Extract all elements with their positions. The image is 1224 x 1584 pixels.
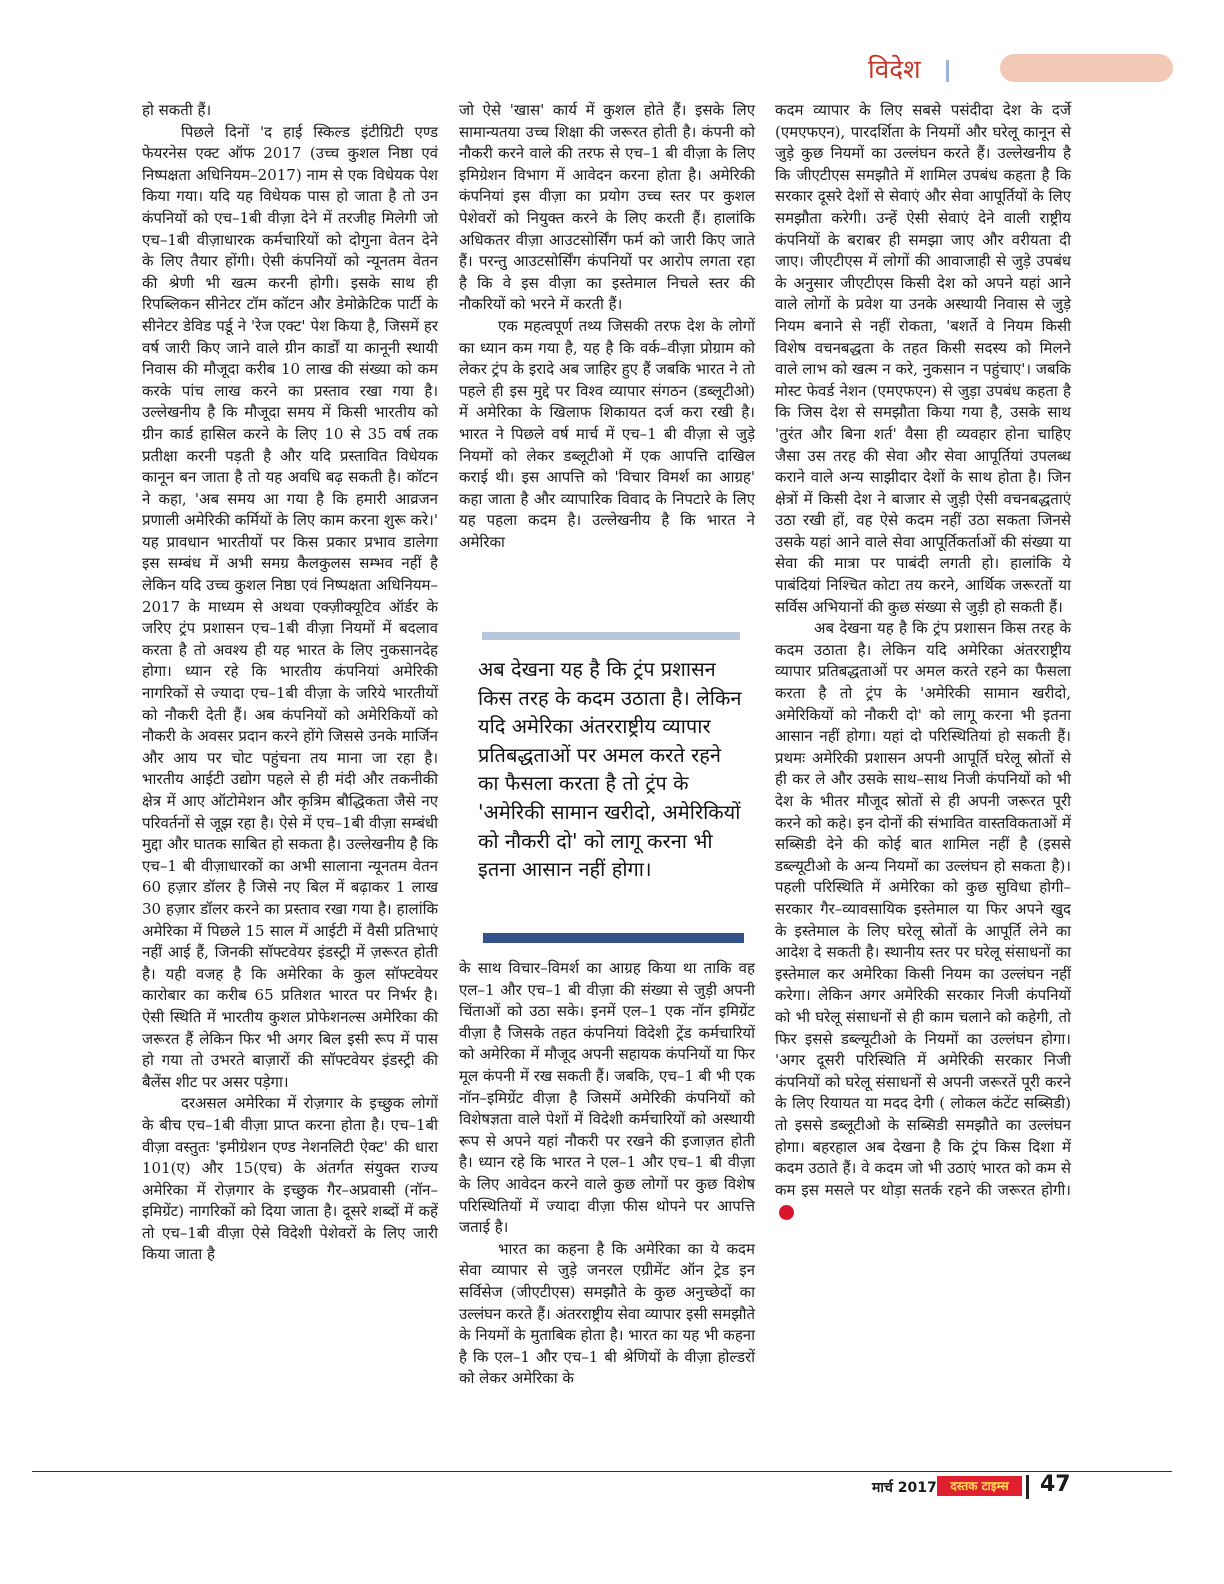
article-column-1 (142, 100, 438, 1455)
article-end-dot-icon (779, 1205, 794, 1220)
magazine-logo: दस्तक टाइम्स (937, 1476, 1022, 1496)
paragraph: जो ऐसे 'खास' कार्य में कुशल होते हैं। इसके लिए सामान्यतया उच्च शिक्षा की जरूरत होती है। कंपनी को नौकरी करने वाले की तरफ से एच–1 बी वीज़ा के लिए इमिग्रेशन विभाग में आवेदन करना होता है। अमेरिकी कंपनियां इस वीज़ा का प्रयोग उच्च स्तर पर कुशल पेशेवरों को नियुक्त करने के लिए करती हैं। हालांकि अधिकतर वीज़ा आउटसोर्सिंग फर्म को जारी किए जाते हैं। परन्तु आउटसोर्सिंग कंपनियों पर आरोप लगता रहा है कि वे इस वीज़ा का इस्तेमाल निचले स्तर की नौकरियों को भरने में करती हैं। (459, 101, 755, 314)
article-column-3 (775, 100, 1071, 1460)
paragraph: पिछले दिनों 'द हाई स्किल्ड इंटीग्रिटी एण्ड फेयरनेस एक्ट ऑफ 2017 (उच्च कुशल निष्ठा एवं निष्पक्षता अधिनियम–2017) नाम से एक विधेयक पेश किया गया। यदि यह विधेयक पास हो जाता है तो उन कंपनियों को एच–1बी वीज़ा देने में तरजीह मिलेगी जो एच–1बी वीज़ाधारक कर्मचारियों को दोगुना वेतन देने के लिए तैयार होंगी। ऐसी कंपनियों को न्यूनतम वेतन की श्रेणी भी खत्म करनी होगी। इसके साथ ही रिपब्लिकन सीनेटर टॉम कॉटन और डेमोक्रेटिक पार्टी के सीनेटर डेविड पर्डू ने 'रेज एक्ट' पेश किया है, जिसमें हर वर्ष जारी किए जाने वाले ग्रीन कार्डों या कानूनी स्थायी निवास की मौजूदा करीब 10 लाख की संख्या को कम करके पांच लाख करने का प्रस्ताव रखा गया है। उल्लेखनीय है कि मौजूदा समय में किसी भारतीय को ग्रीन कार्ड हासिल करने के लिए 10 से 35 वर्ष तक प्रतीक्षा करनी पड़ती है और यदि प्रस्तावित विधेयक कानून बन जाता है तो यह अवधि बढ़ सकती है। कॉटन ने कहा, 'अब समय आ गया है कि हमारी आव्रजन प्रणाली अमेरिकी कर्मियों के लिए काम करना शुरू करे।' यह प्रावधान भारतीयों पर किस प्रकार प्रभाव डालेगा इस सम्बंध में अभी समग्र कैलकुलस सम्भव नहीं है लेकिन यदि उच्च कुशल निष्ठा एवं निष्पक्षता अधिनियम–2017 के माध्यम से अथवा एक्ज़ीक्यूटिव ऑर्डर के जरिए ट्रंप प्रशासन एच–1बी वीज़ा नियमों में बदलाव करता है तो अवश्य ही यह भारत के लिए नुकसानदेह होगा। ध्यान रहे कि भारतीय कंपनियां अमेरिकी नागरिकों से ज्यादा एच–1बी वीज़ा के जरिये भारतीयों को नौकरी देती हैं। अब कंपनियों को अमेरिकियों को नौकरी के अवसर प्रदान करने होंगे जिससे उनके मार्जिन और आय पर चोट पहुंचना तय माना जा रहा है। भारतीय आईटी उद्योग पहले से ही मंदी और तकनीकी क्षेत्र में आए ऑटोमेशन और कृत्रिम बौद्धिकता जैसे नए परिवर्तनों से जूझ रहा है। ऐसे में एच–1बी वीज़ा सम्बंधी मुद्दा और घातक साबित हो सकता है। उल्लेखनीय है कि एच–1 बी वीज़ाधारकों का अभी सालाना न्यूनतम वेतन 60 हज़ार डॉलर है जिसे नए बिल में बढ़ाकर 1 लाख 30 हज़ार डॉलर करने का प्रस्ताव रखा गया है। हालांकि अमेरिका में पिछले 15 साल में आईटी में वैसी प्रतिभाएं नहीं आई हैं, जिनकी सॉफ्टवेयर इंडस्ट्री में ज़रूरत होती है। यही वजह है कि अमेरिका के कुल सॉफ्टवेयर कारोबार का करीब 65 प्रतिशत भारत पर निर्भर है। ऐसी स्थिति में भारतीय कुशल प्रोफेशनल्स अमेरिका की जरूरत हैं लेकिन फिर भी अगर बिल इसी रूप में पास हो गया तो उभरते बाज़ारों की सॉफ्टवेयर इंडस्ट्री की बैलेंस शीट पर असर पड़ेगा। (142, 122, 438, 1091)
paragraph: हो सकती हैं। (142, 101, 212, 119)
paragraph-text: अब देखना यह है कि ट्रंप प्रशासन किस तरह के कदम उठाता है। लेकिन यदि अमेरिका अंतरराष्ट्रीय व्यापार प्रतिबद्धताओं पर अमल करते रहने का फैसला करता है तो ट्रंप के 'अमेरिकी सामान खरीदो, अमेरिकियों को नौकरी दो' को लागू करना भी इतना आसान नहीं होगा। यहां दो परिस्थितियां हो सकती हैं। प्रथमः अमेरिकी प्रशासन अपनी आपूर्ति घरेलू स्रोतों से ही कर ले और उसके साथ–साथ निजी कंपनियों को भी देश के भीतर मौजूद स्रोतों से ही अपनी जरूरत पूरी करने को कहे। इन दोनों की संभावित वास्तविकताओं में सब्सिडी देने की कोई बात शामिल नहीं है (इससे डब्ल्यूटीओ के अन्य नियमों का उल्लंघन हो सकता है)। पहली परिस्थिति में अमेरिका को कुछ सुविधा होगी–सरकार गैर–व्यावसायिक इस्तेमाल या फिर अपने खुद के इस्तेमाल के लिए घरेलू स्रोतों के आपूर्ति लेने का आदेश दे सकती है। स्थानीय स्तर पर घरेलू संसाधनों का इस्तेमाल कर अमेरिका किसी नियम का उल्लंघन नहीं करेगा। लेकिन अगर अमेरिकी सरकार निजी कंपनियों को भी घरेलू संसाधनों से ही काम चलाने को कहेगी, तो फिर इससे डब्ल्यूटीओ के नियमों का उल्लंघन होगा। 'अगर दूसरी परिस्थिति में अमेरिकी सरकार निजी कंपनियों को घरेलू संसाधनों से अपनी जरूरतें पूरी करने के लिए रियायत या मदद देगी ( लोकल कंटेंट सब्सिडी) तो इससे डब्लूटीओ के सब्सिडी समझौते का उल्लंघन होगा। बहरहाल अब देखना है कि ट्रंप किस दिशा में कदम उठाते हैं। वे कदम जो भी उठाएं भारत को कम से कम इस मसले पर थोड़ा सतर्क रहने की जरूरत होगी। (775, 619, 1071, 1199)
section-divider (946, 60, 949, 82)
paragraph (775, 618, 1071, 1223)
article-column-2-bottom (459, 958, 755, 1456)
pull-quote: अब देखना यह है कि ट्रंप प्रशासन किस तरह के कदम उठाता है। लेकिन यदि अमेरिका अंतरराष्ट्रीय व्यापार प्रतिबद्धताओं पर अमल करते रहने का फैसला करता है तो ट्रंप के 'अमेरिकी सामान खरीदो, अमेरिकियों को नौकरी दो' को लागू करना भी इतना आसान नहीं होगा। (478, 657, 742, 882)
footer-separator (1026, 1475, 1029, 1499)
issue-date: मार्च 2017 (872, 1480, 937, 1496)
paragraph: के साथ विचार–विमर्श का आग्रह किया था ताकि वह एल–1 और एच–1 बी वीज़ा की संख्या से जुड़ी अपनी चिंताओं को उठा सके। इनमें एल–1 एक नॉन इमिग्रेंट वीज़ा है जिसके तहत कंपनियां विदेशी ट्रेंड कर्मचारियों को अमेरिका में मौजूद अपनी सहायक कंपनियों या फिर मूल कंपनी में रख सकती हैं। जबकि, एच–1 बी भी एक नॉन–इमिग्रेंट वीज़ा है जिसमें अमेरिकी कंपनियों को विशेषज्ञता वाले पेशों में विदेशी कर्मचारियों को अस्थायी रूप से अपने यहां नौकरी पर रखने की इजाज़त होती है। ध्यान रहे कि भारत ने एल–1 और एच–1 बी वीज़ा के लिए आवेदन करने वाले कुछ लोगों पर कुछ विशेष परिस्थितियों में ज्यादा वीज़ा फीस थोपने पर आपत्ति जताई है। (459, 959, 755, 1237)
page-number: 47 (1040, 1472, 1071, 1497)
paragraph: दरअसल अमेरिका में रोज़गार के इच्छुक लोगों के बीच एच–1बी वीज़ा प्राप्त करना होता है। एच–1बी वीज़ा वस्तुतः 'इमीग्रेशन एण्ड नेशनलिटी ऐक्ट' की धारा 101(ए) और 15(एच) के अंतर्गत संयुक्त राज्य अमेरिका में रोज़गार के इच्छुक गैर–अप्रवासी (नॉन–इमिग्रेंट) नागरिकों को दिया जाता है। दूसरे शब्दों में कहें तो एच–1बी वीज़ा ऐसे विदेशी पेशेवरों के लिए जारी किया जाता है (142, 1094, 438, 1264)
section-tag: विदेश (868, 55, 921, 85)
paragraph: कदम व्यापार के लिए सबसे पसंदीदा देश के दर्जे (एमएफएन), पारदर्शिता के नियमों और घरेलू कानून से जुड़े कुछ नियमों का उल्लंघन करते हैं। उल्लेखनीय है कि जीएटीएस समझौते में शामिल उपबंध कहता है कि सरकार दूसरे देशों से सेवाएं और सेवा आपूर्तियों के लिए समझौता करेगी। उन्हें ऐसी सेवाएं देने वाली राष्ट्रीय कंपनियों के बराबर ही समझा जाए और वरीयता दी जाए। जीएटीएस में लोगों की आवाजाही से जुड़े उपबंध के अनुसार जीएटीएस किसी देश को अपने यहां आने वाले लोगों के प्रवेश या उनके अस्थायी निवास से जुड़े नियम बनाने से नहीं रोकता, 'बशर्ते वे नियम किसी विशेष वचनबद्धता के तहत किसी सदस्य को मिलने वाले लाभ को खत्म न करे, नुकसान न पहुंचाए'। जबकि मोस्ट फेवर्ड नेशन (एमएफएन) से जुड़ा उपबंध कहता है कि जिस देश से समझौता किया गया है, उसके साथ 'तुरंत और बिना शर्त' वैसा ही व्यवहार होना चाहिए जैसा उस तरह की सेवा और सेवा आपूर्तियां उपलब्ध कराने वाले अन्य साझीदार देशों के साथ होता है। जिन क्षेत्रों में किसी देश ने बाजार से जुड़ी ऐसी वचनबद्धताएं उठा रखी हों, वह ऐसे कदम नहीं उठा सकता जिनसे उसके यहां आने वाले सेवा आपूर्तिकर्ताओं की संख्या या सेवा की मात्रा पर पाबंदी लगती हो। हालांकि ये पाबंदियां निश्चित कोटा तय करने, आर्थिक जरूरतों या सर्विस अभियानों की कुछ संख्या से जुड़ी हो सकती हैं। (775, 101, 1071, 616)
paragraph: एक महत्वपूर्ण तथ्य जिसकी तरफ देश के लोगों का ध्यान कम गया है, यह है कि वर्क–वीज़ा प्रोग्राम को लेकर ट्रंप के इरादे अब जाहिर हुए हैं जबकि भारत ने तो पहले ही इस मुद्दे पर विश्व व्यापार संगठन (डब्लूटीओ) में अमेरिका के खिलाफ शिकायत दर्ज करा रखी है। भारत ने पिछले वर्ष मार्च में एच–1 बी वीज़ा से जुड़े नियमों को लेकर डब्लूटीओ में एक आपत्ति दाखिल कराई थी। इस आपत्ति को 'विचार विमर्श का आग्रह' कहा जाता है और व्यापारिक विवाद के निपटारे के लिए यह पहला कदम है। उल्लेखनीय है कि भारत ने अमेरिका (459, 316, 755, 551)
section-pill-decoration (1000, 54, 1173, 82)
article-column-2-top (459, 100, 755, 622)
pull-quote-top-rule (482, 632, 740, 640)
footer-rule (32, 1471, 1172, 1472)
pull-quote-bottom-rule (483, 933, 744, 943)
paragraph: भारत का कहना है कि अमेरिका का ये कदम सेवा व्यापार से जुड़े जनरल एग्रीमेंट ऑन ट्रेड इन सर्विसेज (जीएटीएस) समझौते के कुछ अनुच्छेदों का उल्लंघन करते हैं। अंतरराष्ट्रीय सेवा व्यापार इसी समझौते के नियमों के मुताबिक होता है। भारत का यह भी कहना है कि एल–1 और एच–1 बी श्रेणियों के वीज़ा होल्डरों को लेकर अमेरिका के (459, 1239, 755, 1388)
